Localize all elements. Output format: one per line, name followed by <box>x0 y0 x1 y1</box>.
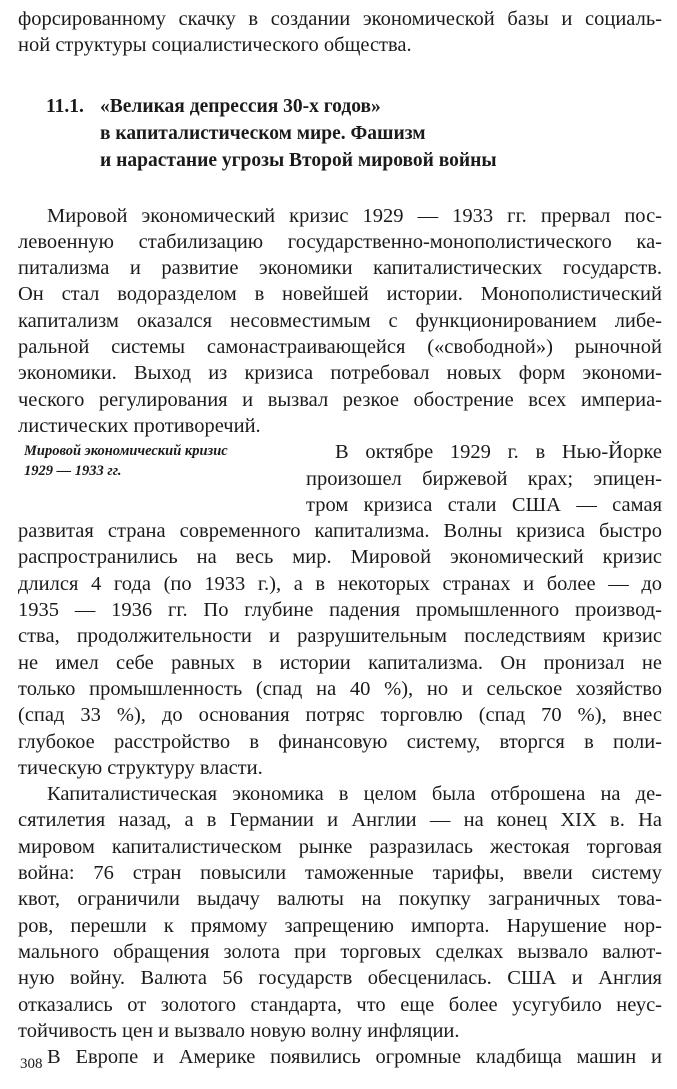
text-line: экономики. Выход из кризиса потребовал новых форм экономи- <box>18 362 662 385</box>
paragraph-2-with-margin-note <box>18 439 662 518</box>
text-line: форсированному скачку в создании экономической базы и социаль- <box>18 8 662 30</box>
text-line: квот, ограничили выдачу валюты на покупку заграничных това- <box>18 888 662 911</box>
text-line: листических противоречий. <box>18 414 261 437</box>
text-line: ческого регулирования и вызвал резкое обострение всех империа- <box>18 388 662 411</box>
text-line: мального обращения золота при торговых сделках вызвало валют- <box>18 940 662 963</box>
text-line: ной структуры социалистического общества. <box>18 34 412 57</box>
text-line: питализма и развитие экономики капиталистических государств. <box>18 257 662 280</box>
heading-line: в капиталистическом мире. Фашизм <box>100 122 426 144</box>
text-line: капитализм оказался несовместимым с функционированием либе- <box>18 309 662 332</box>
paragraph-2 <box>18 518 662 781</box>
section-heading <box>18 93 662 174</box>
intro-text <box>18 6 662 59</box>
text-line: Он стал водоразделом в новейшей истории. Монополистический <box>18 283 662 306</box>
text-line: (спад 33 %), до основания потряс торговлю (спад 70 %), внес <box>18 704 662 727</box>
text-line: Мировой экономический кризис 1929 — 1933 гг. прервал пос- <box>47 204 662 227</box>
text-line: произошел биржевой крах; эпицен- <box>306 467 662 490</box>
text-line: длился 4 года (по 1933 г.), а в некоторых странах и более — до <box>18 572 662 595</box>
text-line: ную войну. Валюта 56 государств обесценилась. США и Англия <box>18 967 662 990</box>
text-line: ров, перешли к прямому запрещению импорта. Нарушение нор- <box>18 914 662 937</box>
text-line: В Европе и Америке появились огромные кладбища машин и <box>47 1046 662 1069</box>
text-line: глубокое расстройство в финансовую систему, вторгся в поли- <box>18 730 662 753</box>
margin-note <box>24 441 294 481</box>
text-line: ства, продолжительности и разрушительным последствиям кризис <box>18 625 662 648</box>
text-line: мировом капиталистическом рынке разразилась жестокая торговая <box>18 835 662 858</box>
paragraph-1 <box>18 203 662 440</box>
text-line: ральной системы самонастраивающейся («свободной») рыночной <box>18 336 662 359</box>
text-line: сятилетия назад, а в Германии и Англии — на конец XIX в. На <box>18 809 662 832</box>
text-line: тическую структуру власти. <box>18 756 263 779</box>
margin-note-line: 1929 — 1933 гг. <box>24 463 122 480</box>
text-line: не имел себе равных в истории капитализма. Он пронизал не <box>18 651 662 674</box>
text-line: только промышленность (спад на 40 %), но и сельское хозяйство <box>18 677 662 700</box>
book-page <box>18 6 662 1070</box>
text-line: В октябре 1929 г. в Нью-Йорке <box>335 441 662 464</box>
text-line: Капиталистическая экономика в целом была отброшена на де- <box>47 783 662 806</box>
text-line: распространились на весь мир. Мировой экономический кризис <box>18 546 662 569</box>
text-line: развитая страна современного капитализма. Волны кризиса быстро <box>18 520 662 543</box>
text-line: война: 76 стран повысили таможенные тарифы, ввели систему <box>18 862 662 885</box>
text-line: тром кризиса стали США — самая <box>306 493 662 516</box>
section-number: 11.1. <box>46 95 84 117</box>
text-line: отказались от золотого стандарта, что еще более усугубило неус- <box>18 993 662 1016</box>
paragraph-3 <box>18 781 662 1044</box>
text-line: левоенную стабилизацию государственно-монополистического ка- <box>18 230 662 253</box>
text-line: тойчивость цен и вызвало новую волну инфляции. <box>18 1019 460 1042</box>
heading-line: «Великая депрессия 30-х годов» <box>100 95 381 117</box>
text-line: 1935 — 1936 гг. По глубине падения промышленного производ- <box>18 599 662 622</box>
heading-line: и нарастание угрозы Второй мировой войны <box>100 149 497 171</box>
margin-note-line: Мировой экономический кризис <box>24 443 228 460</box>
paragraph-4 <box>18 1044 662 1070</box>
page-number: 308 <box>20 1056 43 1072</box>
